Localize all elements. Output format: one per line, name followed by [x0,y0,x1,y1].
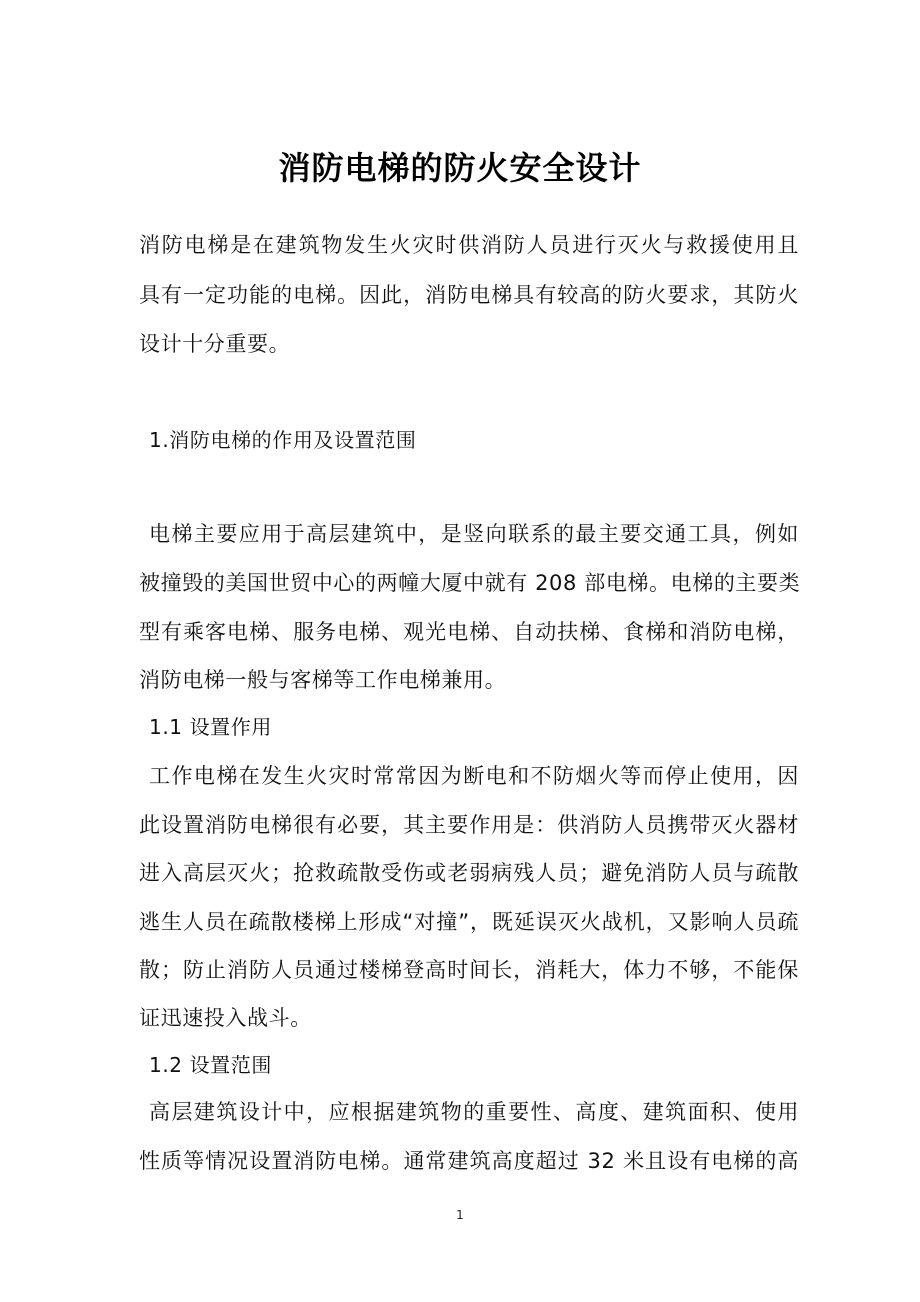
paragraph-line: 消防电梯一般与客梯等工作电梯兼用。 [139,668,507,692]
paragraph-line: 散；防止消防人员通过楼梯登高时间长，消耗大，体力不够，不能保 [139,958,799,982]
paragraph-line: 逃生人员在疏散楼梯上形成“对撞”，既延误灭火战机，又影响人员疏 [139,910,799,934]
paragraph-line: 设计十分重要。 [139,332,291,356]
paragraph-line: 高层建筑设计中，应根据建筑物的重要性、高度、建筑面积、使用 [149,1100,799,1124]
subsection-heading: 1.2 设置范围 [149,1053,272,1077]
document-title: 消防电梯的防火安全设计 [278,149,642,187]
paragraph-line: 型有乘客电梯、服务电梯、观光电梯、自动扶梯、食梯和消防电梯， [139,620,799,644]
paragraph-line: 性质等情况设置消防电梯。通常建筑高度超过 32 米且设有电梯的高 [139,1149,799,1173]
paragraph-line: 被撞毁的美国世贸中心的两幢大厦中就有 208 部电梯。电梯的主要类 [139,571,801,595]
paragraph-line: 证迅速投入战斗。 [139,1006,312,1030]
paragraph-line: 消防电梯是在建筑物发生火灾时供消防人员进行灭火与救援使用且 [139,233,799,257]
paragraph-line: 电梯主要应用于高层建筑中，是竖向联系的最主要交通工具，例如 [149,522,799,546]
paragraph-line: 具有一定功能的电梯。因此，消防电梯具有较高的防火要求，其防火 [139,283,799,307]
page-number: 1 [456,1208,464,1222]
paragraph-line: 工作电梯在发生火灾时常常因为断电和不防烟火等而停止使用，因 [149,764,799,788]
paragraph-line: 此设置消防电梯很有必要，其主要作用是：供消防人员携带灭火器材 [139,813,799,837]
paragraph-line: 进入高层灭火；抢救疏散受伤或老弱病残人员；避免消防人员与疏散 [139,861,799,885]
section-heading: 1.消防电梯的作用及设置范围 [149,428,417,452]
subsection-heading: 1.1 设置作用 [149,715,272,739]
